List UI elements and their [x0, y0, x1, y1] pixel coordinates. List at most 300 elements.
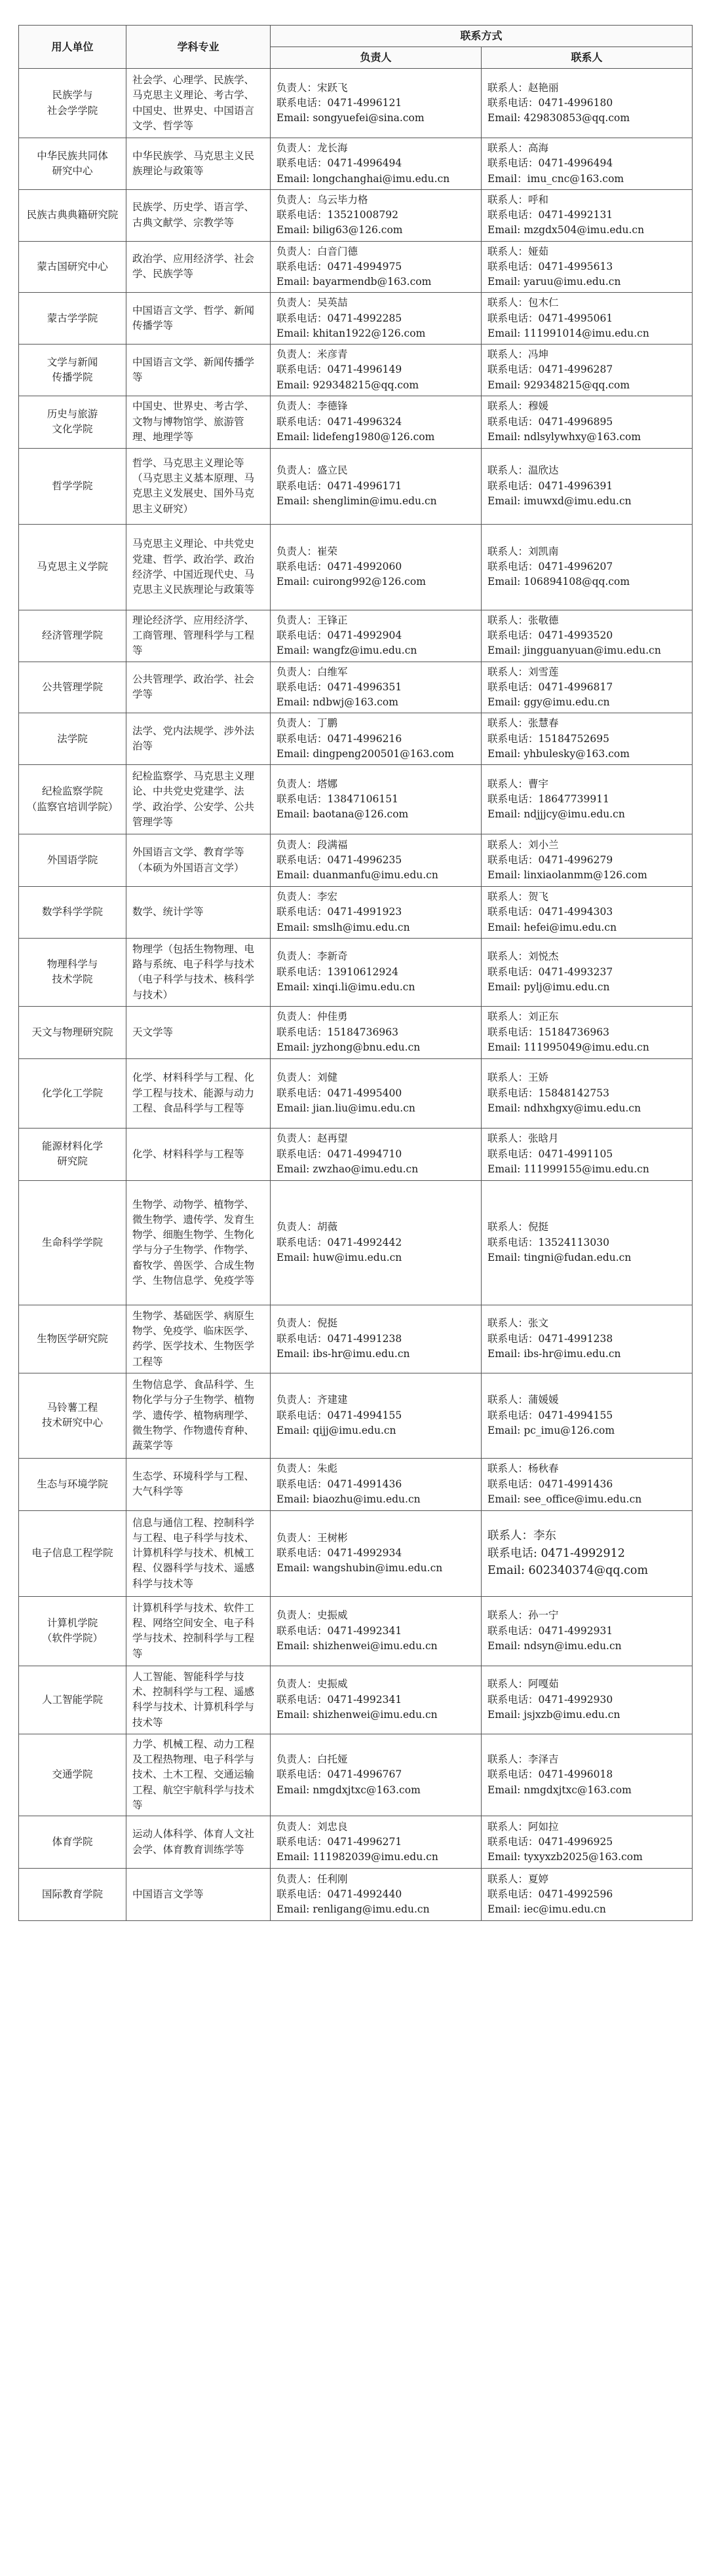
contact-person-cell: [482, 293, 693, 345]
contact-phone: 联系电话：0471-4992131: [487, 209, 613, 221]
contact-email: Email: 106894108@qq.com: [487, 576, 630, 588]
head-person-cell: [271, 189, 482, 241]
contact-phone: 联系电话：0471-4992930: [487, 1693, 613, 1706]
head-person-cell: [271, 448, 482, 524]
unit-cell: [19, 524, 126, 610]
contact-name: 联系人：冯坤: [487, 348, 549, 360]
unit-name-line: 蒙古国研究中心: [37, 260, 108, 272]
unit-name-line: 经济管理学院: [41, 629, 103, 641]
contact-email: Email: ibs-hr@imu.edu.cn: [487, 1347, 621, 1360]
contact-name: 联系人：李泽吉: [487, 1753, 559, 1765]
major-cell: 计算机科学与技术、软件工程、网络空间安全、电子科学与技术、控制科学与工程等: [126, 1596, 271, 1666]
major-cell: 运动人体科学、体育人文社会学、体育教育训练学等: [126, 1816, 271, 1869]
unit-cell: [19, 345, 126, 396]
unit-name-line: 文学与新闻: [47, 356, 98, 368]
major-cell: 马克思主义理论、中共党史党建、哲学、政治学、政治经济学、中国近现代史、马克思主义民族理论与政策等: [126, 524, 271, 610]
head-name: 负责人：段满福: [276, 838, 348, 851]
unit-cell: [19, 887, 126, 939]
major-cell: 数学、统计学等: [126, 887, 271, 939]
head-email: Email: bayarmendb@163.com: [276, 276, 432, 288]
contact-name: 联系人：包木仁: [487, 297, 559, 309]
head-email: Email: smslh@imu.edu.cn: [276, 921, 410, 933]
contact-person-cell: [482, 345, 693, 396]
head-phone: 联系电话：0471-4996149: [276, 364, 402, 376]
head-phone: 联系电话：0471-4992442: [276, 1236, 402, 1248]
head-name: 负责人：崔荣: [276, 545, 338, 557]
unit-name-line: 马克思主义学院: [37, 561, 108, 573]
contact-phone: 联系电话：15184736963: [487, 1026, 609, 1038]
contact-phone: 联系电话：15184752695: [487, 732, 609, 745]
head-person-cell: [271, 1305, 482, 1373]
table-row: [19, 765, 693, 834]
unit-name-line: （监察官培训学院）: [26, 800, 119, 813]
unit-cell: [19, 1666, 126, 1734]
contact-email: Email: ndsyn@imu.edu.cn: [487, 1639, 622, 1652]
major-cell: 中国语言文学、新闻传播学等: [126, 345, 271, 396]
contact-phone: 联系电话：0471-4996391: [487, 479, 613, 492]
unit-name-line: 技术研究中心: [41, 1417, 103, 1429]
unit-name-line: 国际教育学院: [41, 1888, 103, 1900]
head-name: 负责人：朱彪: [276, 1463, 338, 1475]
head-person-cell: [271, 1058, 482, 1128]
contact-person-cell: [482, 1305, 693, 1373]
head-name: 负责人：胡薇: [276, 1221, 338, 1233]
contact-name: 联系人：高海: [487, 142, 549, 154]
table-row: [19, 345, 693, 396]
head-person-cell: [271, 887, 482, 939]
contact-phone: 联系电话：0471-4996895: [487, 415, 613, 428]
contact-email: Email: 429830853@qq.com: [487, 112, 630, 124]
table-row: [19, 1869, 693, 1921]
head-name: 负责人：龙长海: [276, 142, 348, 154]
head-person-cell: [271, 1006, 482, 1058]
contact-email: Email: iec@imu.edu.cn: [487, 1903, 606, 1916]
head-email: Email: baotana@126.com: [276, 808, 409, 821]
unit-cell: [19, 69, 126, 138]
head-email: Email: biaozhu@imu.edu.cn: [276, 1493, 421, 1505]
unit-name-line: 生物医学研究院: [37, 1332, 108, 1345]
head-person-cell: [271, 938, 482, 1006]
contact-person-cell: [482, 241, 693, 293]
head-person-cell: [271, 1458, 482, 1510]
head-person-cell: [271, 69, 482, 138]
head-phone: 联系电话：0471-4992341: [276, 1693, 402, 1706]
contact-email: Email: tyxyxzb2025@163.com: [487, 1851, 643, 1863]
table-row: [19, 448, 693, 524]
major-cell: 人工智能、智能科学与技术、控制科学与工程、遥感科学与技术、计算机科学与技术等: [126, 1666, 271, 1734]
head-phone: 联系电话：0471-4996171: [276, 479, 402, 492]
head-person-cell: [271, 1510, 482, 1596]
contact-name: 联系人：李东: [487, 1529, 556, 1543]
contact-email: Email：imu_cnc@163.com: [487, 172, 624, 185]
unit-cell: [19, 1816, 126, 1869]
head-person-cell: [271, 1128, 482, 1180]
major-cell: 外国语言文学、教育学等（本硕为外国语言文学）: [126, 834, 271, 887]
head-email: Email: zwzhao@imu.edu.cn: [276, 1163, 419, 1175]
unit-name-line: 电子信息工程学院: [31, 1547, 113, 1559]
head-name: 负责人：齐建建: [276, 1394, 348, 1406]
head-email: Email: bilig63@126.com: [276, 224, 403, 236]
contact-phone: 联系电话：0471-4993237: [487, 965, 613, 978]
head-phone: 联系电话：0471-4996324: [276, 415, 402, 428]
head-email: Email: ndbwj@163.com: [276, 696, 398, 708]
header-contact-person: 联系人: [482, 47, 693, 69]
major-cell: 社会学、心理学、民族学、马克思主义理论、考古学、中国史、世界史、中国语言文学、哲学等: [126, 69, 271, 138]
contact-email: Email: ndhxhgxy@imu.edu.cn: [487, 1102, 641, 1114]
contact-person-cell: [482, 1596, 693, 1666]
head-name: 负责人：丁鹏: [276, 717, 338, 730]
head-name: 负责人：宋跃飞: [276, 81, 348, 94]
unit-cell: [19, 448, 126, 524]
head-person-cell: [271, 1816, 482, 1869]
head-name: 负责人：盛立民: [276, 464, 348, 477]
head-name: 负责人：吴英喆: [276, 297, 348, 309]
major-cell: 政治学、应用经济学、社会学、民族学等: [126, 241, 271, 293]
contact-phone: 联系电话：0471-4996180: [487, 96, 613, 109]
unit-cell: [19, 138, 126, 190]
head-email: Email: dingpeng200501@163.com: [276, 747, 454, 760]
contact-person-cell: [482, 610, 693, 662]
unit-name-line: 生态与环境学院: [37, 1478, 108, 1490]
contact-phone: 联系电话：0471-4994303: [487, 906, 613, 918]
major-cell: 理论经济学、应用经济学、工商管理、管理科学与工程等: [126, 610, 271, 662]
contact-email: Email: ndjjjcy@imu.edu.cn: [487, 808, 625, 821]
unit-cell: [19, 1458, 126, 1510]
major-cell: 中华民族学、马克思主义民族理论与政策等: [126, 138, 271, 190]
unit-name-line: 研究院: [57, 1155, 88, 1168]
unit-cell: [19, 1869, 126, 1921]
contact-email: Email: mzgdx504@imu.edu.cn: [487, 224, 645, 236]
contact-phone: 联系电话：0471-4992596: [487, 1888, 613, 1900]
unit-cell: [19, 1128, 126, 1180]
unit-cell: [19, 1373, 126, 1458]
contact-email: Email: 111999155@imu.edu.cn: [487, 1163, 649, 1175]
table-row: [19, 396, 693, 448]
contact-phone: 联系电话：0471-4992931: [487, 1624, 613, 1637]
head-phone: 联系电话：0471-4996351: [276, 681, 402, 693]
unit-cell: [19, 713, 126, 765]
unit-name-line: 计算机学院: [47, 1617, 98, 1629]
head-phone: 联系电话：0471-4991436: [276, 1478, 402, 1490]
contact-name: 联系人：张敬德: [487, 614, 559, 626]
contact-phone: 联系电话：0471-4996817: [487, 681, 613, 693]
head-name: 负责人：白音门德: [276, 245, 358, 257]
major-cell: 生物信息学、食品科学、生物化学与分子生物学、植物学、遗传学、植物病理学、微生物学、作物遗传育种、蔬菜学等: [126, 1373, 271, 1458]
contact-name: 联系人：刘正东: [487, 1011, 559, 1023]
contact-name: 联系人：夏婷: [487, 1873, 549, 1885]
head-person-cell: [271, 1373, 482, 1458]
head-person-cell: [271, 293, 482, 345]
head-phone: 联系电话：0471-4992060: [276, 561, 402, 573]
unit-cell: [19, 189, 126, 241]
head-name: 负责人：仲佳勇: [276, 1011, 348, 1023]
table-row: [19, 1458, 693, 1510]
head-phone: 联系电话：0471-4996121: [276, 96, 402, 109]
major-cell: 物理学（包括生物物理、电路与系统、电子科学与技术（电子科学与技术、核科学与技术）: [126, 938, 271, 1006]
contact-email: Email: jingguanyuan@imu.edu.cn: [487, 644, 661, 657]
head-email: Email: 111982039@imu.edu.cn: [276, 1851, 438, 1863]
head-name: 负责人：米彦青: [276, 348, 348, 360]
contact-person-cell: [482, 662, 693, 713]
head-phone: 联系电话：0471-4992904: [276, 629, 402, 641]
head-name: 负责人：白托娅: [276, 1753, 348, 1765]
unit-name-line: 公共管理学院: [41, 681, 103, 693]
contact-email: Email: 111991014@imu.edu.cn: [487, 327, 649, 339]
contact-phone: 联系电话：0471-4993520: [487, 629, 613, 641]
head-person-cell: [271, 1869, 482, 1921]
contact-person-cell: [482, 1180, 693, 1305]
contact-person-cell: [482, 713, 693, 765]
unit-cell: [19, 1596, 126, 1666]
major-cell: 哲学、马克思主义理论等（马克思主义基本原理、马克思主义发展史、国外马克思主义研究）: [126, 448, 271, 524]
head-phone: 联系电话：0471-4994155: [276, 1409, 402, 1421]
head-name: 负责人：史振威: [276, 1678, 348, 1690]
contact-email: Email: nmgdxjtxc@163.com: [487, 1783, 632, 1796]
table-row: [19, 1305, 693, 1373]
contact-name: 联系人：阿如拉: [487, 1820, 559, 1833]
contact-email: Email: ndlsylywhxy@163.com: [487, 430, 641, 443]
head-email: Email: renligang@imu.edu.cn: [276, 1903, 430, 1916]
head-name: 负责人：任利刚: [276, 1873, 348, 1885]
table-row: [19, 610, 693, 662]
head-email: Email: jyzhong@bnu.edu.cn: [276, 1041, 421, 1053]
head-email: Email: duanmanfu@imu.edu.cn: [276, 869, 438, 882]
head-phone: 联系电话：0471-4992440: [276, 1888, 402, 1900]
head-phone: 联系电话：0471-4992934: [276, 1547, 402, 1559]
major-cell: 生态学、环境科学与工程、大气科学等: [126, 1458, 271, 1510]
unit-name-line: 民族学与: [52, 89, 93, 102]
head-email: Email: ibs-hr@imu.edu.cn: [276, 1347, 410, 1360]
contact-name: 联系人：刘小兰: [487, 838, 559, 851]
head-person-cell: [271, 713, 482, 765]
contact-person-cell: [482, 396, 693, 448]
table-row: [19, 1666, 693, 1734]
recruitment-contact-table-container: [18, 25, 692, 1921]
contact-person-cell: [482, 1128, 693, 1180]
head-email: Email: wangshubin@imu.edu.cn: [276, 1562, 443, 1575]
major-cell: 化学、材料科学与工程、化学工程与技术、能源与动力工程、食品科学与工程等: [126, 1058, 271, 1128]
contact-person-cell: [482, 1058, 693, 1128]
head-name: 负责人：王锋正: [276, 614, 348, 626]
unit-name-line: 人工智能学院: [41, 1693, 103, 1706]
contact-name: 联系人：杨秋春: [487, 1463, 559, 1475]
contact-name: 联系人：刘悦杰: [487, 950, 559, 963]
contact-person-cell: [482, 834, 693, 887]
unit-name-line: 化学化工学院: [41, 1087, 103, 1099]
unit-name-line: 中华民族共同体: [37, 149, 108, 162]
contact-email: Email: ggy@imu.edu.cn: [487, 696, 610, 708]
contact-email: Email: yaruu@imu.edu.cn: [487, 276, 621, 288]
head-person-cell: [271, 138, 482, 190]
head-person-cell: [271, 662, 482, 713]
unit-name-line: 纪检监察学院: [41, 785, 103, 798]
contact-name: 联系人：刘凯南: [487, 545, 559, 557]
contact-name: 联系人：王娇: [487, 1072, 549, 1084]
head-person-cell: [271, 345, 482, 396]
contact-phone: 联系电话：13524113030: [487, 1236, 609, 1248]
head-person-cell: [271, 765, 482, 834]
head-phone: 联系电话：0471-4995400: [276, 1087, 402, 1099]
contact-email: Email: 602340374@qq.com: [487, 1563, 649, 1577]
head-phone: 联系电话：0471-4996271: [276, 1835, 402, 1848]
contact-person-cell: [482, 524, 693, 610]
unit-name-line: 天文与物理研究院: [31, 1026, 113, 1038]
unit-name-line: 马铃薯工程: [47, 1402, 98, 1413]
unit-cell: [19, 662, 126, 713]
contact-name: 联系人：蒲媛媛: [487, 1394, 559, 1406]
unit-cell: [19, 241, 126, 293]
contact-phone: 联系电话：0471-4996287: [487, 364, 613, 376]
contact-person-cell: [482, 1666, 693, 1734]
head-person-cell: [271, 1596, 482, 1666]
unit-name-line: 文化学院: [52, 423, 93, 436]
unit-cell: [19, 1734, 126, 1816]
head-person-cell: [271, 1734, 482, 1816]
head-email: Email: lidefeng1980@126.com: [276, 430, 435, 443]
table-row: [19, 1816, 693, 1869]
contact-phone: 联系电话：0471-4995613: [487, 260, 613, 272]
table-row: [19, 524, 693, 610]
contact-person-cell: [482, 69, 693, 138]
contact-phone: 联系电话：0471-4995061: [487, 312, 613, 324]
contact-phone: 联系电话：15848142753: [487, 1087, 609, 1099]
table-row: [19, 1373, 693, 1458]
head-name: 负责人：李新奇: [276, 950, 348, 963]
head-person-cell: [271, 834, 482, 887]
head-name: 负责人：白维军: [276, 665, 348, 678]
unit-name-line: 能源材料化学: [41, 1140, 103, 1152]
table-row: [19, 189, 693, 241]
head-email: Email: 929348215@qq.com: [276, 379, 419, 391]
header-unit: 用人单位: [19, 26, 126, 69]
contact-email: Email: pc_imu@126.com: [487, 1424, 615, 1436]
head-phone: 联系电话：0471-4994975: [276, 260, 402, 272]
head-email: Email: longchanghai@imu.edu.cn: [276, 172, 450, 185]
contact-name: 联系人：刘雪莲: [487, 665, 559, 678]
head-phone: 联系电话：0471-4996494: [276, 157, 402, 170]
unit-cell: [19, 765, 126, 834]
contact-phone: 联系电话：0471-4996207: [487, 561, 613, 573]
major-cell: 中国语言文学、哲学、新闻传播学等: [126, 293, 271, 345]
contact-name: 联系人：阿嘎茹: [487, 1678, 559, 1690]
table-row: [19, 138, 693, 190]
major-cell: 中国语言文学等: [126, 1869, 271, 1921]
contact-name: 联系人：穆媛: [487, 400, 549, 413]
contact-phone: 联系电话：0471-4996494: [487, 157, 613, 170]
contact-email: Email: 111995049@imu.edu.cn: [487, 1041, 649, 1053]
head-name: 负责人：李宏: [276, 891, 338, 903]
contact-phone: 联系电话：18647739911: [487, 793, 609, 805]
unit-cell: [19, 1510, 126, 1596]
major-cell: 中国史、世界史、考古学、文物与博物馆学、旅游管理、地理学等: [126, 396, 271, 448]
unit-cell: [19, 834, 126, 887]
major-cell: 天文学等: [126, 1006, 271, 1058]
unit-name-line: 传播学院: [52, 371, 93, 383]
head-phone: 联系电话：0471-4992341: [276, 1624, 402, 1637]
contact-email: Email: pylj@imu.edu.cn: [487, 980, 610, 993]
head-person-cell: [271, 241, 482, 293]
unit-cell: [19, 1305, 126, 1373]
header-contact-method: 联系方式: [271, 26, 693, 47]
table-row: [19, 241, 693, 293]
unit-cell: [19, 1006, 126, 1058]
table-body: [19, 69, 693, 1921]
head-name: 负责人：塔娜: [276, 777, 338, 790]
contact-person-cell: [482, 1510, 693, 1596]
table-row: [19, 1006, 693, 1058]
contact-phone: 联系电话：0471-4996279: [487, 853, 613, 866]
contact-person-cell: [482, 1006, 693, 1058]
head-name: 负责人：赵再望: [276, 1132, 348, 1145]
unit-name-line: 哲学学院: [52, 479, 93, 492]
major-cell: 化学、材料科学与工程等: [126, 1128, 271, 1180]
contact-name: 联系人：贺飞: [487, 891, 549, 903]
unit-cell: [19, 1180, 126, 1305]
major-cell: 力学、机械工程、动力工程及工程热物理、电子科学与技术、土木工程、交通运输工程、航空宇航科学与技术等: [126, 1734, 271, 1816]
contact-phone: 联系电话：0471-4991238: [487, 1332, 613, 1345]
unit-name-line: 外国语学院: [47, 853, 98, 866]
contact-phone: 联系电话：0471-4996925: [487, 1835, 613, 1848]
contact-person-cell: [482, 1869, 693, 1921]
head-email: Email: shizhenwei@imu.edu.cn: [276, 1639, 438, 1652]
contact-person-cell: [482, 189, 693, 241]
contact-name: 联系人：曹宇: [487, 777, 549, 790]
contact-name: 联系人：温欣达: [487, 464, 559, 477]
contact-email: Email: linxiaolanmm@126.com: [487, 869, 647, 882]
contact-name: 联系人：呼和: [487, 193, 549, 206]
unit-cell: [19, 396, 126, 448]
unit-name-line: 历史与旅游: [47, 408, 98, 420]
table-header: [19, 26, 693, 69]
contact-name: 联系人：张文: [487, 1317, 549, 1330]
head-phone: 联系电话：0471-4991923: [276, 906, 402, 918]
head-email: Email: cuirong992@126.com: [276, 576, 426, 588]
head-phone: 联系电话：13910612924: [276, 965, 398, 978]
contact-person-cell: [482, 938, 693, 1006]
contact-person-cell: [482, 448, 693, 524]
unit-name-line: 研究中心: [52, 164, 93, 177]
table-row: [19, 1510, 693, 1596]
contact-name: 联系人：娅茹: [487, 245, 549, 257]
contact-email: Email: tingni@fudan.edu.cn: [487, 1251, 632, 1263]
head-email: Email: qijj@imu.edu.cn: [276, 1424, 396, 1436]
head-name: 负责人：王树彬: [276, 1531, 348, 1544]
head-email: Email: khitan1922@126.com: [276, 327, 426, 339]
table-row: [19, 713, 693, 765]
unit-name-line: 技术学院: [52, 973, 93, 986]
head-email: Email: shizhenwei@imu.edu.cn: [276, 1708, 438, 1721]
contact-name: 联系人：倪挺: [487, 1221, 549, 1233]
contact-person-cell: [482, 765, 693, 834]
head-phone: 联系电话：13521008792: [276, 209, 398, 221]
contact-phone: 联系电话：0471-4991436: [487, 1478, 613, 1490]
table-row: [19, 1596, 693, 1666]
major-cell: 生物学、动物学、植物学、微生物学、遗传学、发育生物学、细胞生物学、生物化学与分子生物学、作物学、畜牧学、兽医学、合成生物学、生物信息学、免疫学等: [126, 1180, 271, 1305]
head-name: 负责人：刘健: [276, 1072, 338, 1084]
major-cell: 生物学、基础医学、病原生物学、免疫学、临床医学、药学、医学技术、生物医学工程等: [126, 1305, 271, 1373]
head-phone: 联系电话：0471-4991238: [276, 1332, 402, 1345]
contact-phone: 联系电话：0471-4991105: [487, 1148, 613, 1160]
contact-email: Email: see_office@imu.edu.cn: [487, 1493, 642, 1505]
major-cell: 民族学、历史学、语言学、古典文献学、宗教学等: [126, 189, 271, 241]
contact-phone: 联系电话：0471-4996018: [487, 1768, 613, 1781]
head-email: Email: xinqi.li@imu.edu.cn: [276, 980, 415, 993]
contact-person-cell: [482, 138, 693, 190]
contact-email: Email: jsjxzb@imu.edu.cn: [487, 1708, 620, 1721]
table-row: [19, 1734, 693, 1816]
unit-cell: [19, 610, 126, 662]
head-phone: 联系电话：0471-4996235: [276, 853, 402, 866]
